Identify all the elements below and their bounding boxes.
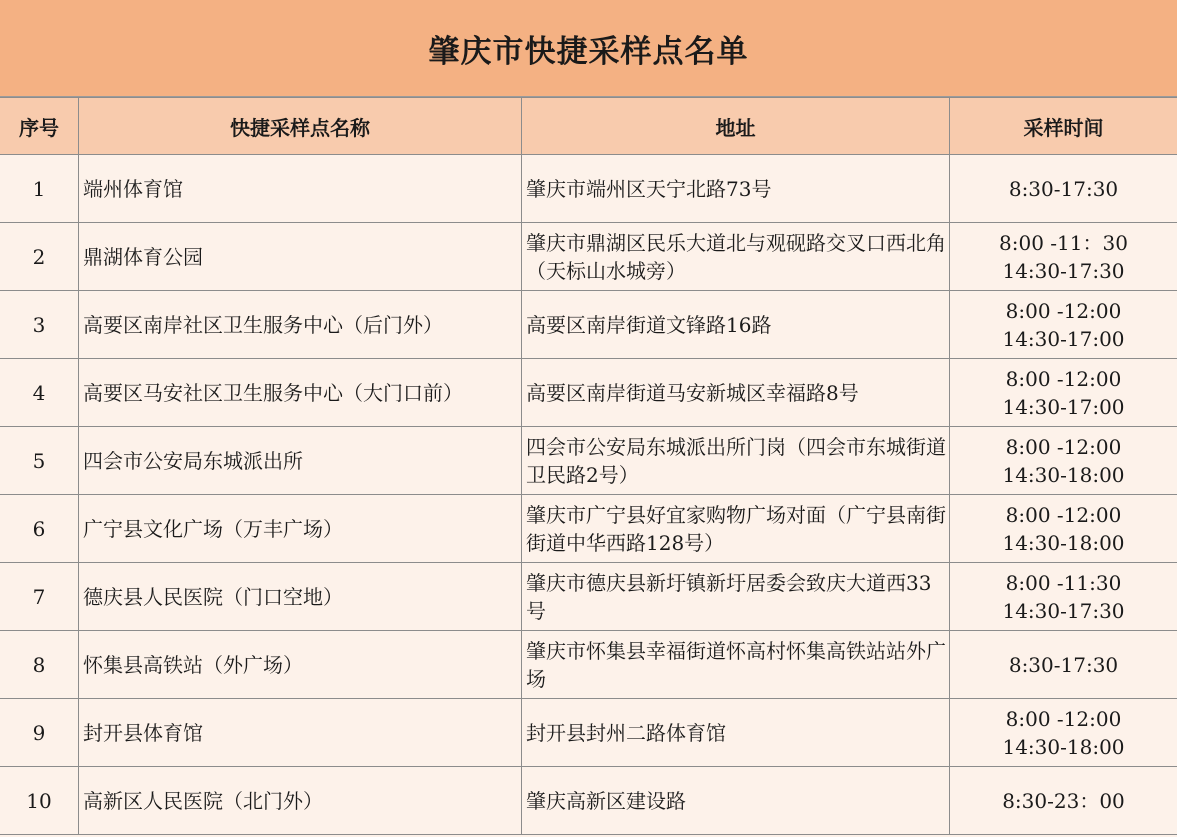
site-address: 四会市公安局东城派出所门岗（四会市东城街道卫民路2号） bbox=[522, 427, 950, 495]
site-name: 四会市公安局东城派出所 bbox=[79, 427, 522, 495]
title-bar bbox=[0, 0, 1177, 97]
site-address: 肇庆市端州区天宁北路73号 bbox=[522, 155, 950, 223]
sampling-time bbox=[950, 563, 1177, 631]
table-row bbox=[0, 563, 1177, 631]
site-name: 高新区人民医院（北门外） bbox=[79, 767, 522, 835]
table-row bbox=[0, 427, 1177, 495]
table-row bbox=[0, 631, 1177, 699]
sampling-time bbox=[950, 427, 1177, 495]
table-row bbox=[0, 223, 1177, 291]
sampling-time bbox=[950, 291, 1177, 359]
site-name: 高要区马安社区卫生服务中心（大门口前） bbox=[79, 359, 522, 427]
time-slot: 8:00 -11:30 bbox=[1005, 570, 1122, 595]
site-name: 怀集县高铁站（外广场） bbox=[79, 631, 522, 699]
time-slot: 8:30-17:30 bbox=[1008, 652, 1119, 677]
sampling-time bbox=[950, 155, 1177, 223]
header-row bbox=[0, 98, 1177, 155]
time-slot: 14:30-17:30 bbox=[1002, 258, 1125, 283]
sampling-time bbox=[950, 495, 1177, 563]
time-slot: 14:30-18:00 bbox=[1002, 530, 1125, 555]
site-name: 高要区南岸社区卫生服务中心（后门外） bbox=[79, 291, 522, 359]
site-address: 肇庆市鼎湖区民乐大道北与观砚路交叉口西北角（天标山水城旁） bbox=[522, 223, 950, 291]
row-index: 2 bbox=[0, 223, 79, 291]
table-row bbox=[0, 291, 1177, 359]
sampling-time bbox=[950, 699, 1177, 767]
time-slot: 8:00 -12:00 bbox=[1005, 502, 1122, 527]
sampling-time bbox=[950, 767, 1177, 835]
site-address: 肇庆市怀集县幸福街道怀高村怀集高铁站站外广场 bbox=[522, 631, 950, 699]
time-slot: 14:30-18:00 bbox=[1002, 462, 1125, 487]
site-address: 封开县封州二路体育馆 bbox=[522, 699, 950, 767]
time-slot: 8:00 -11：30 bbox=[999, 230, 1128, 255]
time-slot: 14:30-17:00 bbox=[1002, 394, 1125, 419]
row-index: 9 bbox=[0, 699, 79, 767]
time-slot: 14:30-17:00 bbox=[1002, 326, 1125, 351]
time-slot: 8:00 -12:00 bbox=[1005, 706, 1122, 731]
time-slot: 8:00 -12:00 bbox=[1005, 434, 1122, 459]
site-name: 德庆县人民医院（门口空地） bbox=[79, 563, 522, 631]
site-name: 广宁县文化广场（万丰广场） bbox=[79, 495, 522, 563]
row-index: 7 bbox=[0, 563, 79, 631]
page-title: 肇庆市快捷采样点名单 bbox=[428, 33, 749, 70]
site-address: 高要区南岸街道文锋路16路 bbox=[522, 291, 950, 359]
time-slot: 8:00 -12:00 bbox=[1005, 298, 1122, 323]
table-row bbox=[0, 359, 1177, 427]
table-row bbox=[0, 767, 1177, 835]
time-slot: 8:00 -12:00 bbox=[1005, 366, 1122, 391]
row-index: 1 bbox=[0, 155, 79, 223]
time-slot: 8:30-17:30 bbox=[1008, 176, 1119, 201]
site-name: 鼎湖体育公园 bbox=[79, 223, 522, 291]
header-index: 序号 bbox=[0, 98, 79, 155]
sampling-time bbox=[950, 631, 1177, 699]
table-header bbox=[0, 98, 1177, 155]
row-index: 8 bbox=[0, 631, 79, 699]
table-row bbox=[0, 699, 1177, 767]
header-time: 采样时间 bbox=[950, 98, 1177, 155]
sampling-time bbox=[950, 359, 1177, 427]
header-name: 快捷采样点名称 bbox=[79, 98, 522, 155]
time-slot: 8:30-23：00 bbox=[1002, 788, 1125, 813]
row-index: 10 bbox=[0, 767, 79, 835]
table-row bbox=[0, 155, 1177, 223]
site-address: 肇庆市德庆县新圩镇新圩居委会致庆大道西33号 bbox=[522, 563, 950, 631]
table-body bbox=[0, 155, 1177, 835]
time-slot: 14:30-18:00 bbox=[1002, 734, 1125, 759]
time-slot: 14:30-17:30 bbox=[1002, 598, 1125, 623]
site-address: 高要区南岸街道马安新城区幸福路8号 bbox=[522, 359, 950, 427]
row-index: 6 bbox=[0, 495, 79, 563]
header-address: 地址 bbox=[522, 98, 950, 155]
row-index: 5 bbox=[0, 427, 79, 495]
site-address: 肇庆高新区建设路 bbox=[522, 767, 950, 835]
site-address: 肇庆市广宁县好宜家购物广场对面（广宁县南街街道中华西路128号） bbox=[522, 495, 950, 563]
row-index: 3 bbox=[0, 291, 79, 359]
table-row bbox=[0, 495, 1177, 563]
row-index: 4 bbox=[0, 359, 79, 427]
site-name: 封开县体育馆 bbox=[79, 699, 522, 767]
sampling-time bbox=[950, 223, 1177, 291]
sampling-sites-table bbox=[0, 97, 1177, 835]
site-name: 端州体育馆 bbox=[79, 155, 522, 223]
